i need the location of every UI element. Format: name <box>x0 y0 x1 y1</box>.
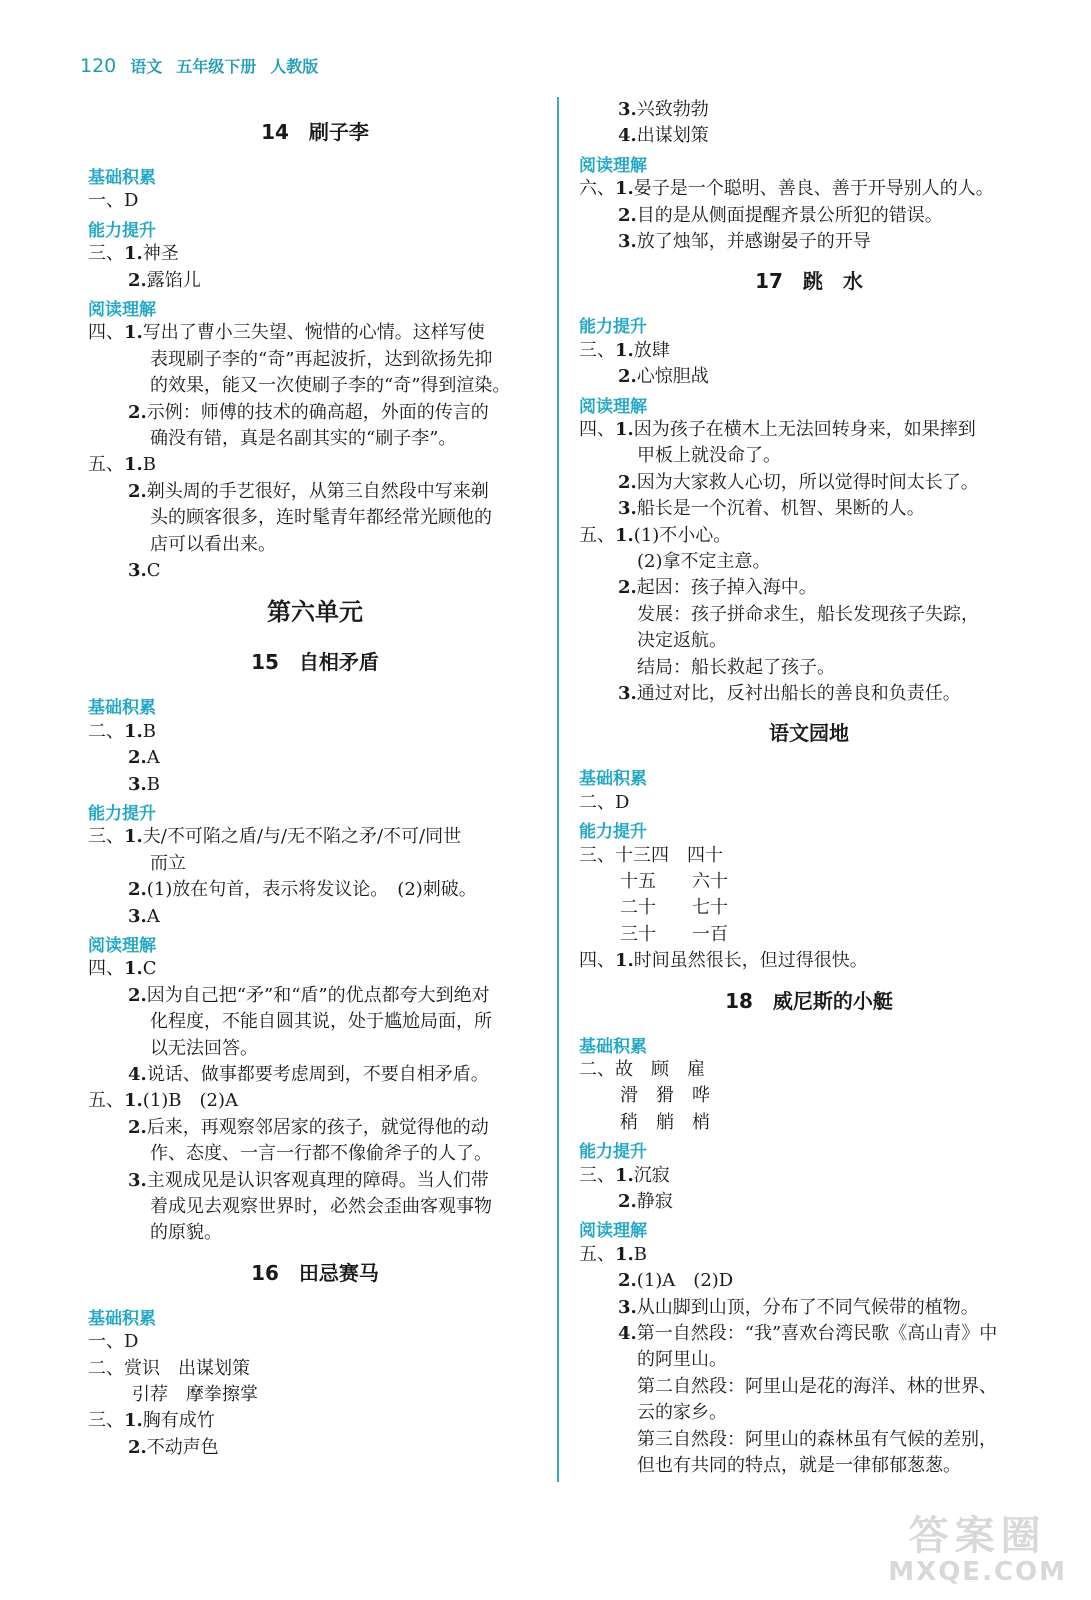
answer-continuation: 但也有共同的特点，就是一律郁郁葱葱。 <box>637 1455 961 1476</box>
sub-number: 1. <box>615 1164 634 1186</box>
answer-text: 露馅儿 <box>146 269 201 291</box>
answer-text: 写出了曹小三失望、惋惜的心情。这样写使 <box>142 322 485 344</box>
question-number: 六、 <box>579 178 615 200</box>
answer-continuation: 引荐 摩拳擦掌 <box>132 1384 258 1405</box>
answer-continuation: (2)拿不定主意。 <box>637 551 771 572</box>
answer-line <box>618 97 709 123</box>
question-number: 一、 <box>88 190 124 212</box>
section-label: 阅读理解 <box>579 1221 647 1242</box>
answer-line <box>128 1062 489 1088</box>
answer-text: D <box>124 1331 139 1353</box>
sub-number: 2. <box>618 1270 637 1292</box>
answer-text: 赏识 出谋划策 <box>124 1357 250 1379</box>
question-number: 二、 <box>88 720 124 742</box>
question-number: 四、 <box>579 419 615 440</box>
sub-number: 2. <box>128 984 147 1006</box>
answer-text: D <box>615 791 630 813</box>
answer-text: 剃头周的手艺很好，从第三自然段中写来剃 <box>146 480 489 502</box>
answer-line <box>128 1115 489 1141</box>
answer-continuation: 而立 <box>150 852 186 874</box>
answer-continuation: 稍 艄 梢 <box>620 1111 710 1133</box>
sub-number: 1. <box>124 1090 143 1112</box>
section-label: 能力提升 <box>88 804 156 824</box>
answer-line <box>579 417 976 443</box>
section-label: 阅读理解 <box>88 936 156 956</box>
answer-line <box>128 400 489 426</box>
answer-line <box>618 123 709 149</box>
sub-number: 1. <box>124 322 143 344</box>
answer-text: B <box>142 720 157 742</box>
subject-label: 语文 <box>130 57 163 76</box>
answer-text: 出谋划策 <box>636 125 709 147</box>
section-label: 基础积累 <box>88 168 156 188</box>
sub-number: 3. <box>128 1169 147 1191</box>
question-number: 一、 <box>88 1331 124 1353</box>
answer-line <box>579 338 670 364</box>
lesson-title: 15 自相矛盾 <box>251 650 379 675</box>
question-number: 五、 <box>88 1090 124 1112</box>
grade-label: 五年级下册 <box>176 57 257 76</box>
answer-line <box>128 877 477 903</box>
section-label: 基础积累 <box>88 698 156 719</box>
answer-line <box>618 1268 733 1294</box>
answer-text: 静寂 <box>636 1191 673 1212</box>
answer-text: B <box>142 454 157 476</box>
answer-text: C <box>142 958 157 980</box>
answer-text: 不动声色 <box>146 1436 219 1458</box>
answer-continuation: 滑 猾 哗 <box>620 1085 710 1107</box>
answer-line <box>579 1163 670 1189</box>
section-label: 能力提升 <box>579 317 647 338</box>
answer-text: 说话、做事都要考虑周到，不要自相矛盾。 <box>146 1064 489 1085</box>
answer-text: 放肆 <box>633 339 670 361</box>
sub-number: 1. <box>124 720 143 742</box>
question-number: 三、 <box>88 243 124 265</box>
sub-number: 3. <box>618 683 637 704</box>
answer-continuation: 确没有错，真是名副其实的“刷子李”。 <box>150 428 457 449</box>
answer-line <box>618 1295 979 1321</box>
answer-line <box>618 575 817 601</box>
question-number: 三、 <box>88 826 124 848</box>
answer-line <box>128 1168 489 1194</box>
sub-number: 1. <box>615 419 634 440</box>
answer-line <box>128 983 490 1009</box>
answer-line <box>88 1088 238 1114</box>
answer-text: 夫/不可陷之盾/与/无不陷之矛/不可/同世 <box>142 826 462 848</box>
question-number: 二、 <box>88 1357 124 1379</box>
answer-text: 主观成见是认识客观真理的障碍。当人们带 <box>146 1169 489 1191</box>
answer-line <box>579 523 731 549</box>
sub-number: 3. <box>128 905 147 927</box>
answer-text: D <box>124 190 139 212</box>
question-number: 五、 <box>579 524 615 546</box>
sub-number: 2. <box>128 480 147 502</box>
page-number: 120 <box>80 55 117 77</box>
answer-text: 晏子是一个聪明、善良、善于开导别人的人。 <box>633 178 994 200</box>
answer-text: 胸有成竹 <box>142 1410 215 1432</box>
answer-continuation: 第二自然段：阿里山是花的海洋、林的世界、 <box>637 1375 997 1397</box>
watermark-url: MXQE.COM <box>888 1557 1067 1587</box>
answer-continuation: 头的顾客很多，连时髦青年都经常光顾他的 <box>150 507 492 529</box>
answer-text: 因为自己把“矛”和“盾”的优点都夸大到绝对 <box>146 984 490 1006</box>
sub-number: 4. <box>128 1064 147 1085</box>
answer-continuation: 作、态度、一言一行都不像偷斧子的人了。 <box>150 1143 492 1165</box>
answer-text: 后来，再观察邻居家的孩子，就觉得他的动 <box>146 1116 489 1138</box>
answer-continuation: 三十 一百 <box>620 923 728 945</box>
answer-text: C <box>146 560 161 581</box>
question-number: 三、 <box>579 844 615 866</box>
answer-text: 起因：孩子掉入海中。 <box>636 577 817 599</box>
sub-number: 2. <box>618 1191 637 1212</box>
question-number: 三、 <box>579 1164 615 1186</box>
sub-number: 2. <box>618 204 637 226</box>
answer-line <box>128 904 160 930</box>
answer-continuation: 结局：船长救起了孩子。 <box>637 656 835 678</box>
answer-text: (1)放在句首，表示将发议论。 (2)刺破。 <box>146 879 477 901</box>
sub-number: 2. <box>618 471 637 493</box>
answer-line <box>128 479 489 505</box>
section-label: 能力提升 <box>579 822 647 843</box>
sub-number: 2. <box>128 1436 147 1458</box>
answer-text: (1)B (2)A <box>142 1090 239 1112</box>
answer-continuation: 化程度，不能自圆其说，处于尴尬局面，所 <box>150 1011 492 1033</box>
answer-continuation: 十五 六十 <box>620 871 728 892</box>
sub-number: 3. <box>618 99 637 120</box>
answer-continuation: 二十 七十 <box>620 897 728 919</box>
answer-text: 因为孩子在横木上无法回转身来，如果摔到 <box>633 419 976 440</box>
answer-line <box>618 496 925 522</box>
answer-line <box>88 241 179 267</box>
sub-number: 2. <box>128 747 147 769</box>
answer-text: 因为大家救人心切，所以觉得时间太长了。 <box>636 471 979 493</box>
answer-text: (1)A (2)D <box>636 1270 734 1292</box>
answer-line <box>88 719 156 745</box>
answer-text: 沉寂 <box>633 1164 670 1186</box>
answer-text: 示例：师傅的技术的确高超，外面的传言的 <box>146 401 489 423</box>
sub-number: 2. <box>128 1116 147 1138</box>
question-number: 四、 <box>88 322 124 344</box>
unit-heading: 第六单元 <box>267 598 363 627</box>
section-label: 基础积累 <box>579 1036 647 1057</box>
answer-text: 故 顾 雇 <box>615 1059 705 1080</box>
sub-number: 1. <box>124 454 143 476</box>
question-number: 三、 <box>88 1410 124 1432</box>
answer-line <box>618 470 979 496</box>
answer-line <box>579 1242 647 1268</box>
answer-line <box>618 1189 673 1215</box>
section-label: 阅读理解 <box>88 300 156 320</box>
answer-text: 心惊胆战 <box>636 366 709 388</box>
answer-continuation: 云的家乡。 <box>637 1402 727 1424</box>
answer-line <box>128 268 201 294</box>
answer-line <box>128 745 160 771</box>
section-label: 阅读理解 <box>579 155 647 176</box>
sub-number: 3. <box>618 1296 637 1318</box>
answer-line <box>128 772 160 798</box>
section-label: 基础积累 <box>88 1308 156 1329</box>
answer-line <box>88 1329 138 1355</box>
section-label: 基础积累 <box>579 769 647 790</box>
answer-line <box>579 843 723 869</box>
answer-text: 通过对比，反衬出船长的善良和负责任。 <box>636 683 961 704</box>
sub-number: 1. <box>124 1410 143 1432</box>
answer-text: 神圣 <box>142 243 179 265</box>
question-number: 五、 <box>579 1243 615 1265</box>
answer-text: B <box>146 773 161 795</box>
sub-number: 1. <box>615 178 634 200</box>
answer-text: 从山脚到山顶，分布了不同气候带的植物。 <box>636 1296 979 1318</box>
sub-number: 3. <box>128 773 147 795</box>
answer-text: A <box>146 905 160 927</box>
answer-line <box>579 176 994 202</box>
sub-number: 2. <box>618 366 637 388</box>
sub-number: 1. <box>124 958 143 980</box>
sub-number: 3. <box>618 498 637 520</box>
answer-line <box>579 1057 705 1083</box>
answer-line <box>128 558 161 584</box>
answer-continuation: 发展：孩子拼命求生，船长发现孩子失踪， <box>637 603 979 625</box>
sub-number: 2. <box>618 577 637 599</box>
section-label: 能力提升 <box>88 220 156 241</box>
sub-number: 1. <box>615 1243 634 1265</box>
answer-continuation: 的阿里山。 <box>637 1349 727 1371</box>
answer-line <box>618 229 871 255</box>
sub-number: 1. <box>124 826 143 848</box>
answer-continuation: 店可以看出来。 <box>150 533 276 555</box>
answer-continuation: 决定返航。 <box>637 630 727 652</box>
watermark-logo <box>888 1514 1067 1586</box>
answer-continuation: 着成见去观察世界时，必然会歪曲客观事物 <box>150 1196 492 1217</box>
answer-line <box>579 790 629 816</box>
sub-number: 1. <box>615 950 634 972</box>
question-number: 四、 <box>579 950 615 972</box>
answer-line <box>618 203 943 229</box>
answer-continuation: 表现刷子李的“奇”再起波折，达到欲扬先抑 <box>150 348 493 370</box>
lesson-title: 18 威尼斯的小艇 <box>725 988 893 1013</box>
question-number: 二、 <box>579 1059 615 1080</box>
answer-line <box>128 1435 219 1461</box>
answer-text: A <box>146 747 160 769</box>
question-number: 二、 <box>579 791 615 813</box>
sub-number: 4. <box>618 1323 637 1344</box>
answer-text: 第一自然段：“我”喜欢台湾民歌《高山青》中 <box>636 1323 998 1344</box>
answer-line <box>88 320 485 346</box>
lesson-title: 16 田忌赛马 <box>251 1260 379 1285</box>
answer-line <box>618 1321 997 1347</box>
answer-continuation: 甲板上就没命了。 <box>637 445 781 467</box>
answer-text: 时间虽然很长，但过得很快。 <box>633 950 868 972</box>
answer-line <box>88 824 461 850</box>
sub-number: 2. <box>128 401 147 423</box>
answer-text: 船长是一个沉着、机智、果断的人。 <box>636 498 925 520</box>
answer-text: 目的是从侧面提醒齐景公所犯的错误。 <box>636 204 943 226</box>
sub-number: 1. <box>615 339 634 361</box>
sub-number: 2. <box>128 269 147 291</box>
answer-line <box>579 948 868 974</box>
lesson-title: 语文园地 <box>769 721 849 746</box>
answer-text: 放了烛邹，并感谢晏子的开导 <box>636 231 871 252</box>
sub-number: 1. <box>124 243 143 265</box>
answer-continuation: 第三自然段：阿里山的森林虽有气候的差别， <box>637 1428 997 1450</box>
answer-text: B <box>633 1243 648 1265</box>
watermark-text: 答案圈 <box>908 1513 1047 1559</box>
answer-line <box>88 956 157 982</box>
answer-text: (1)不小心。 <box>633 524 732 546</box>
answer-text: 十三四 四十 <box>615 844 723 866</box>
sub-number: 3. <box>618 231 637 252</box>
answer-text: 兴致勃勃 <box>636 99 709 120</box>
answer-continuation: 以无法回答。 <box>150 1037 258 1059</box>
lesson-title: 14 刷子李 <box>261 120 369 144</box>
question-number: 三、 <box>579 339 615 361</box>
section-label: 能力提升 <box>579 1142 647 1163</box>
answer-line <box>618 364 709 390</box>
section-label: 阅读理解 <box>579 396 647 417</box>
answer-continuation: 的原貌。 <box>150 1222 222 1244</box>
answer-line <box>618 681 961 707</box>
sub-number: 1. <box>615 524 634 546</box>
question-number: 四、 <box>88 958 124 980</box>
lesson-title: 17 跳 水 <box>755 269 863 294</box>
answer-continuation: 的效果，能又一次使刷子李的“奇”得到渲染。 <box>150 375 511 397</box>
sub-number: 4. <box>618 125 637 147</box>
question-number: 五、 <box>88 454 124 476</box>
answer-line <box>88 188 138 214</box>
edition-label: 人教版 <box>270 57 319 76</box>
page-header <box>80 54 318 77</box>
answer-line <box>88 1408 215 1434</box>
answer-line <box>88 452 156 478</box>
sub-number: 3. <box>128 560 147 581</box>
sub-number: 2. <box>128 879 147 901</box>
answer-line <box>88 1356 250 1382</box>
